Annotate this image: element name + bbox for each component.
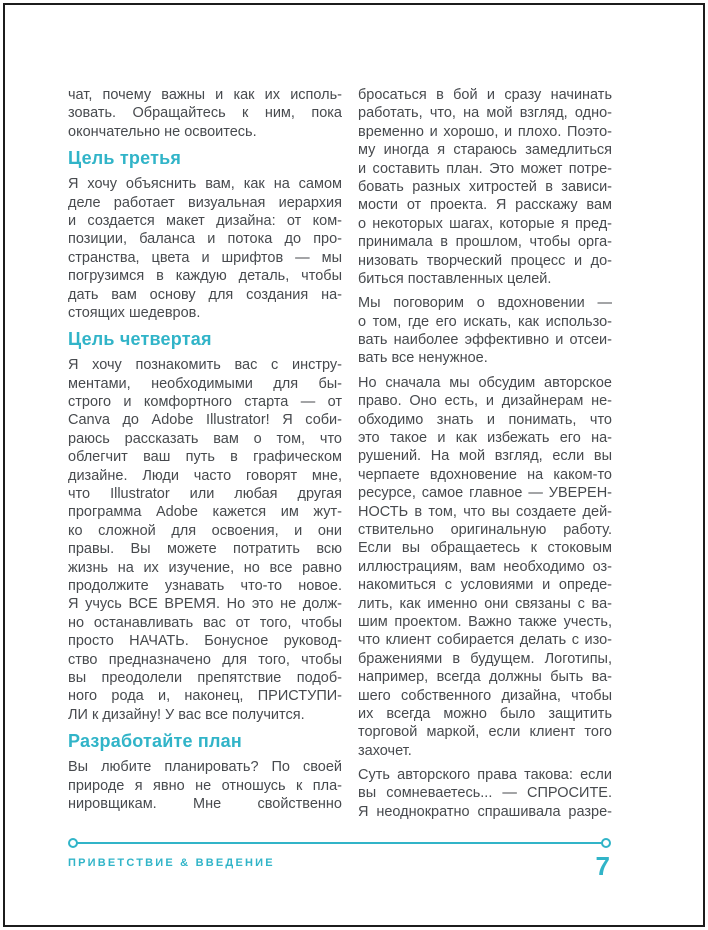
paragraph bbox=[68, 758, 342, 813]
section-heading: Цель четвертая bbox=[68, 329, 212, 350]
text-line: НОСТЬ в том, что вы создаете дей- bbox=[358, 503, 612, 520]
text-line: бовать разных хитростей в зависи- bbox=[358, 178, 612, 195]
text-line: принимала в прошлом, чтобы орга- bbox=[358, 234, 612, 251]
text-line: дизайне. Люди часто говорят мне, bbox=[68, 467, 342, 484]
text-line: зовать. Обращайтесь к ним, пока bbox=[68, 105, 342, 122]
text-line: захочет. bbox=[358, 742, 412, 759]
text-line: погрузимся в каждую деталь, чтобы bbox=[68, 268, 342, 285]
text-line: Мы поговорим о вдохновении — bbox=[358, 295, 612, 312]
text-line: вать наиболее эффективно и отсеи- bbox=[358, 332, 612, 349]
text-column-left bbox=[68, 86, 342, 827]
text-line: Я учусь ВСЕ ВРЕМЯ. Но это не долж- bbox=[68, 596, 342, 613]
text-line: ко сложной для освоения, и они bbox=[68, 522, 342, 539]
text-line: вать все ненужное. bbox=[358, 350, 488, 367]
text-line: их всегда можно было защитить bbox=[358, 705, 612, 722]
text-line: бросаться в бой и сразу начинать bbox=[358, 87, 612, 103]
text-line: лить, как именно они связаны с ва- bbox=[358, 595, 612, 612]
text-line: и создается макет дизайна: от ком- bbox=[68, 212, 342, 229]
text-line: программа Adobe кажется им жут- bbox=[68, 504, 342, 521]
text-line: просто НАЧАТЬ. Бонусное руковод- bbox=[68, 633, 342, 650]
text-line: право. Оно есть, и дизайнерам не- bbox=[358, 393, 612, 410]
text-line: шего собственного дизайна, чтобы bbox=[358, 687, 612, 704]
text-line: Canva до Adobe Illustrator! Я соби- bbox=[68, 412, 342, 429]
text-line: мости от проекта. Я расскажу вам bbox=[358, 197, 612, 214]
text-line: облегчит ваш путь в графическом bbox=[68, 449, 342, 466]
paragraph bbox=[358, 86, 612, 288]
text-line: низовать творческий процесс и до- bbox=[358, 252, 612, 269]
section-heading: Разработайте план bbox=[68, 731, 242, 752]
text-line: деле работает визуальная иерархия bbox=[68, 194, 342, 211]
text-line: торговой маркой, если клиент того bbox=[358, 724, 612, 741]
text-line: Но сначала мы обсудим авторское bbox=[358, 374, 612, 391]
paragraph bbox=[358, 374, 612, 760]
text-line: например, всегда должны быть ва- bbox=[358, 669, 612, 686]
text-line: вы преодолели препятствие подоб- bbox=[68, 669, 342, 686]
text-line: временно и хорошо, и плохо. Поэто- bbox=[358, 123, 612, 140]
page-content bbox=[68, 86, 612, 827]
text-line: Если вы обращаетесь к стоковым bbox=[358, 540, 612, 557]
text-line: обходимо знать и понимать, что bbox=[358, 411, 612, 428]
text-line: Я неоднократно спрашивала разре- bbox=[358, 803, 612, 820]
text-line: Я хочу познакомить вас с инстру- bbox=[68, 357, 342, 374]
text-line: что клиент собирается делать с изо- bbox=[358, 632, 612, 649]
text-line: дать вам основу для создания на- bbox=[68, 286, 342, 303]
footer-rule bbox=[77, 842, 602, 844]
footer-rule-left-dot bbox=[68, 838, 78, 848]
text-line: странства, цвета и шрифтов — мы bbox=[68, 249, 342, 266]
text-line: ствительно оригинальную работу. bbox=[358, 521, 612, 538]
text-line: Вы любите планировать? По своей bbox=[68, 759, 342, 776]
text-line: строго и комфортного старта — от bbox=[68, 394, 342, 411]
section-label: ПРИВЕТСТВИЕ & ВВЕДЕНИЕ bbox=[68, 857, 275, 869]
text-line: работать, что, на мой взгляд, одно- bbox=[358, 105, 612, 122]
text-line: Я хочу объяснить вам, как на самом bbox=[68, 176, 342, 193]
text-line: черпаете вдохновение на каком-то bbox=[358, 466, 612, 483]
text-line: ЛИ к дизайну! У вас все получится. bbox=[68, 706, 305, 723]
text-line: нировщикам. Мне свойственно bbox=[68, 795, 342, 812]
text-line: биться поставленных целей. bbox=[358, 270, 552, 287]
text-line: вы сомневаетесь... — СПРОСИТЕ. bbox=[358, 785, 612, 802]
text-line: ство предназначено для того, чтобы bbox=[68, 651, 342, 668]
text-column-right bbox=[358, 86, 612, 827]
paragraph bbox=[68, 175, 342, 322]
text-line: стоящих шедевров. bbox=[68, 304, 201, 321]
text-line: жизнь на их изучение, но все равно bbox=[68, 559, 342, 576]
text-line: му иногда я стараюсь замедлиться bbox=[358, 142, 612, 159]
text-line: окончательно не освоитесь. bbox=[68, 123, 257, 140]
text-line: ресурсе, самое главное — УВЕРЕН- bbox=[358, 485, 612, 502]
text-line: ментами, необходимыми для бы- bbox=[68, 375, 342, 392]
paragraph bbox=[358, 766, 612, 821]
text-line: это такое и как избежать его на- bbox=[358, 430, 612, 447]
text-line: иллюстрациям, вам необходимо оз- bbox=[358, 558, 612, 575]
text-line: о том, где его искать, как использо- bbox=[358, 313, 612, 330]
paragraph bbox=[68, 356, 342, 724]
text-line: что Illustrator или любая другая bbox=[68, 486, 342, 503]
text-line: и составить план. Это может потре- bbox=[358, 160, 612, 177]
paragraph bbox=[68, 86, 342, 141]
text-line: природе я явно не отношусь к пла- bbox=[68, 777, 342, 794]
text-line: чат, почему важны и как их исполь- bbox=[68, 87, 342, 103]
text-line: продолжите узнавать что-то новое. bbox=[68, 577, 342, 594]
text-line: Суть авторского права такова: если bbox=[358, 767, 612, 784]
paragraph bbox=[358, 294, 612, 368]
section-heading: Цель третья bbox=[68, 148, 182, 169]
footer-rule-right-dot bbox=[601, 838, 611, 848]
text-line: бражениями в будущем. Логотипы, bbox=[358, 650, 612, 667]
text-line: ного рода и, наконец, ПРИСТУПИ- bbox=[68, 688, 342, 705]
text-line: рушений. На мой взгляд, если вы bbox=[358, 448, 612, 465]
text-line: о некоторых шагах, которые я пред- bbox=[358, 215, 612, 232]
text-line: накомиться с условиями и опреде- bbox=[358, 577, 612, 594]
page-number: 7 bbox=[595, 851, 610, 881]
text-line: раюсь рассказать вам о том, что bbox=[68, 430, 342, 447]
text-line: шим проектом. Важно также учесть, bbox=[358, 613, 612, 630]
text-line: но останавливать вас от того, чтобы bbox=[68, 614, 342, 631]
text-line: позиции, баланса и потока до про- bbox=[68, 231, 342, 248]
text-line: правы. Вы можете потратить всю bbox=[68, 541, 342, 558]
